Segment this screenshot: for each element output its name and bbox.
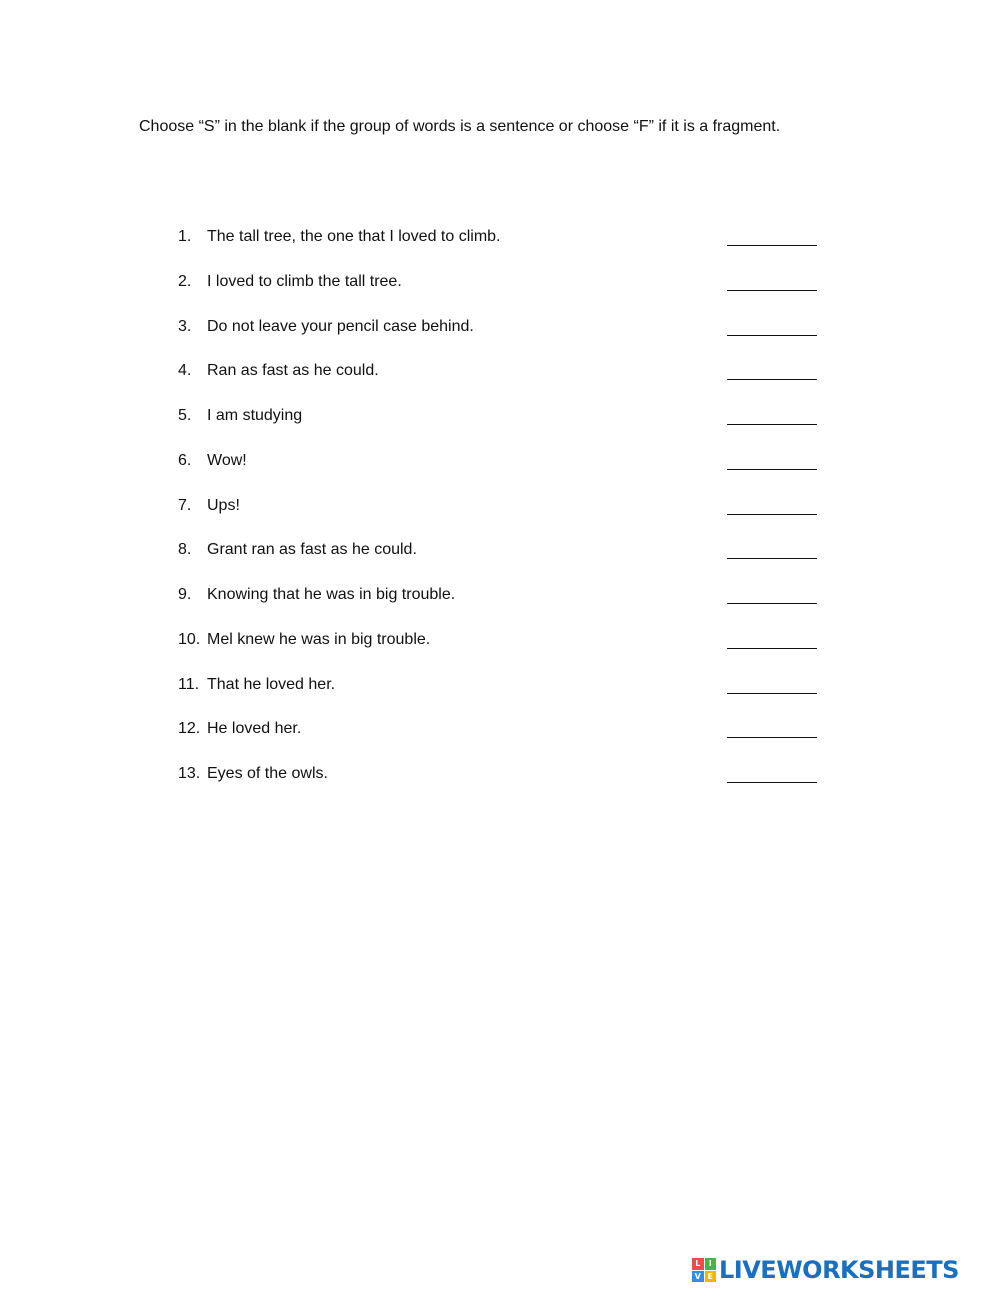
question-number: 7. xyxy=(178,496,192,514)
answer-blank[interactable] xyxy=(727,335,817,336)
question-text: Grant ran as fast as he could. xyxy=(207,541,417,559)
question-number: 11. xyxy=(178,675,200,693)
logo-letter: V xyxy=(692,1271,704,1283)
question-row xyxy=(0,495,1000,540)
question-text: Wow! xyxy=(207,451,247,469)
question-number: 9. xyxy=(178,586,192,603)
worksheet-instructions: Choose “S” in the blank if the group of words is a sentence or choose “F” if it is a fragment. xyxy=(139,118,781,135)
question-number: 13. xyxy=(178,765,201,782)
liveworksheets-logo xyxy=(692,1255,959,1285)
question-text: I loved to climb the tall tree. xyxy=(207,272,402,290)
question-row xyxy=(0,450,1000,495)
answer-blank[interactable] xyxy=(727,737,817,738)
question-text: Do not leave your pencil case behind. xyxy=(207,317,474,335)
question-text: Ups! xyxy=(207,496,240,514)
question-number: 6. xyxy=(178,451,192,469)
logo-letter: I xyxy=(705,1258,717,1270)
answer-blank[interactable] xyxy=(727,290,817,291)
question-row xyxy=(0,629,1000,674)
answer-blank[interactable] xyxy=(727,693,817,694)
question-number: 1. xyxy=(178,228,192,245)
logo-wordmark: LIVEWORKSHEETS xyxy=(719,1256,959,1284)
question-number: 5. xyxy=(178,407,192,424)
question-text: That he loved her. xyxy=(207,675,336,693)
question-number: 2. xyxy=(178,272,192,290)
question-row xyxy=(0,226,1000,271)
answer-blank[interactable] xyxy=(727,782,817,783)
question-number: 3. xyxy=(178,317,192,335)
liveworksheets-logo-icon xyxy=(692,1258,716,1282)
question-number: 4. xyxy=(178,362,192,380)
question-number: 8. xyxy=(178,541,192,559)
logo-letter: E xyxy=(705,1271,717,1283)
answer-blank[interactable] xyxy=(727,648,817,649)
answer-blank[interactable] xyxy=(727,424,817,425)
answer-blank[interactable] xyxy=(727,514,817,515)
question-text: Knowing that he was in big trouble. xyxy=(207,586,456,603)
question-row xyxy=(0,584,1000,629)
question-row xyxy=(0,539,1000,584)
question-row xyxy=(0,360,1000,405)
answer-blank[interactable] xyxy=(727,245,817,246)
answer-blank[interactable] xyxy=(727,558,817,559)
question-row xyxy=(0,316,1000,361)
question-row xyxy=(0,271,1000,316)
question-row xyxy=(0,674,1000,719)
question-row xyxy=(0,718,1000,763)
answer-blank[interactable] xyxy=(727,603,817,604)
question-row xyxy=(0,763,1000,808)
logo-letter: L xyxy=(692,1258,704,1270)
question-text: He loved her. xyxy=(207,720,302,738)
question-text: Eyes of the owls. xyxy=(207,765,328,782)
question-text: Mel knew he was in big trouble. xyxy=(207,630,431,648)
question-number: 10. xyxy=(178,630,201,648)
question-text: I am studying xyxy=(207,407,303,424)
question-row xyxy=(0,405,1000,450)
answer-blank[interactable] xyxy=(727,469,817,470)
question-text: The tall tree, the one that I loved to climb. xyxy=(207,228,501,245)
question-list xyxy=(0,226,1000,808)
question-text: Ran as fast as he could. xyxy=(207,362,379,380)
answer-blank[interactable] xyxy=(727,379,817,380)
question-number: 12. xyxy=(178,720,201,738)
